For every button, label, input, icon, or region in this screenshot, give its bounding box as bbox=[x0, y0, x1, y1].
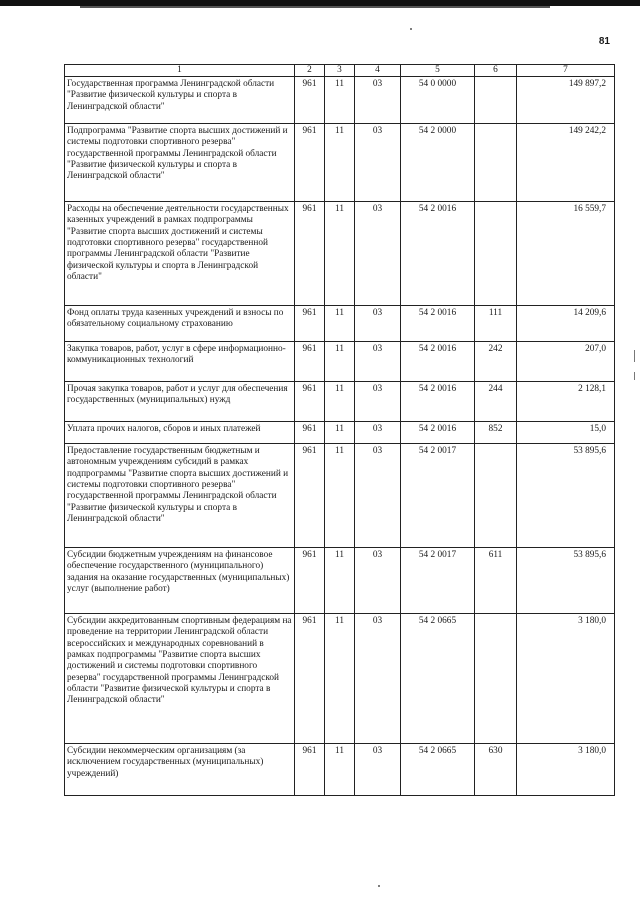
row-target-article: 54 2 0016 bbox=[401, 342, 475, 382]
row-name: Предоставление государственным бюджетным и автономным учреждениям субсидий в рамках подпрограммы "Развитие спорта высших достижений и системы подготовки спортивного резерва" государственной программы Ленинградской области "Развитие физической культуры и спорта в Ленинградской области" bbox=[65, 444, 295, 548]
row-target-article: 54 2 0016 bbox=[401, 306, 475, 342]
budget-table-container bbox=[64, 64, 614, 796]
row-section-code: 11 bbox=[325, 124, 355, 202]
row-name: Субсидии аккредитованным спортивным федерациям на проведение на территории Ленинградской области всероссийских и международных соревнований в рамках подпрограммы "Развитие спорта высших достижений и системы подготовки спортивного резерва" государственной программы Ленинградской области "Развитие физической культуры и спорта в Ленинградской области" bbox=[65, 614, 295, 744]
row-section-code: 11 bbox=[325, 77, 355, 124]
page-number: 81 bbox=[598, 36, 610, 47]
row-name: Подпрограмма "Развитие спорта высших достижений и системы подготовки спортивного резерва" государственной программы Ленинградской области "Развитие физической культуры и спорта в Ленинградской области" bbox=[65, 124, 295, 202]
row-expense-type bbox=[475, 77, 517, 124]
row-ministry-code: 961 bbox=[295, 614, 325, 744]
row-expense-type: 630 bbox=[475, 744, 517, 796]
scan-edge-mark bbox=[634, 372, 635, 380]
row-amount: 149 897,2 bbox=[517, 77, 615, 124]
row-name: Государственная программа Ленинградской области "Развитие физической культуры и спорта в Ленинградской области" bbox=[65, 77, 295, 124]
row-name: Субсидии бюджетным учреждениям на финансовое обеспечение государственного (муниципального) задания на оказание государственных (муниципальных) услуг (выполнение работ) bbox=[65, 548, 295, 614]
row-expense-type: 611 bbox=[475, 548, 517, 614]
row-expense-type bbox=[475, 444, 517, 548]
row-subsection-code: 03 bbox=[355, 614, 401, 744]
table-row bbox=[65, 124, 615, 202]
row-subsection-code: 03 bbox=[355, 444, 401, 548]
row-subsection-code: 03 bbox=[355, 548, 401, 614]
row-expense-type bbox=[475, 614, 517, 744]
table-row bbox=[65, 342, 615, 382]
row-amount: 14 209,6 bbox=[517, 306, 615, 342]
row-target-article: 54 2 0017 bbox=[401, 444, 475, 548]
row-name: Уплата прочих налогов, сборов и иных платежей bbox=[65, 422, 295, 444]
row-name: Субсидии некоммерческим организациям (за исключением государственных (муниципальных) учреждений) bbox=[65, 744, 295, 796]
row-section-code: 11 bbox=[325, 614, 355, 744]
row-subsection-code: 03 bbox=[355, 202, 401, 306]
row-subsection-code: 03 bbox=[355, 124, 401, 202]
row-ministry-code: 961 bbox=[295, 422, 325, 444]
row-ministry-code: 961 bbox=[295, 744, 325, 796]
scan-speck bbox=[378, 885, 380, 887]
row-amount: 53 895,6 bbox=[517, 444, 615, 548]
budget-table bbox=[64, 64, 615, 796]
row-amount: 53 895,6 bbox=[517, 548, 615, 614]
header-col-3: 3 bbox=[325, 65, 355, 77]
row-subsection-code: 03 bbox=[355, 306, 401, 342]
row-expense-type: 111 bbox=[475, 306, 517, 342]
table-row bbox=[65, 306, 615, 342]
row-target-article: 54 2 0000 bbox=[401, 124, 475, 202]
table-row bbox=[65, 202, 615, 306]
row-target-article: 54 2 0016 bbox=[401, 422, 475, 444]
header-col-5: 5 bbox=[401, 65, 475, 77]
table-row bbox=[65, 444, 615, 548]
row-section-code: 11 bbox=[325, 744, 355, 796]
table-header-row bbox=[65, 65, 615, 77]
row-amount: 15,0 bbox=[517, 422, 615, 444]
scan-border-shadow bbox=[80, 6, 550, 8]
table-row bbox=[65, 77, 615, 124]
row-section-code: 11 bbox=[325, 382, 355, 422]
row-expense-type bbox=[475, 202, 517, 306]
row-amount: 16 559,7 bbox=[517, 202, 615, 306]
row-section-code: 11 bbox=[325, 202, 355, 306]
row-section-code: 11 bbox=[325, 548, 355, 614]
row-ministry-code: 961 bbox=[295, 548, 325, 614]
row-subsection-code: 03 bbox=[355, 422, 401, 444]
row-expense-type: 244 bbox=[475, 382, 517, 422]
table-row bbox=[65, 382, 615, 422]
row-section-code: 11 bbox=[325, 306, 355, 342]
row-target-article: 54 2 0016 bbox=[401, 202, 475, 306]
row-amount: 149 242,2 bbox=[517, 124, 615, 202]
row-subsection-code: 03 bbox=[355, 342, 401, 382]
header-col-7: 7 bbox=[517, 65, 615, 77]
row-expense-type bbox=[475, 124, 517, 202]
row-amount: 207,0 bbox=[517, 342, 615, 382]
row-name: Расходы на обеспечение деятельности государственных казенных учреждений в рамках подпрограммы "Развитие спорта высших достижений и системы подготовки спортивного резерва" государственной программы Ленинградской области "Развитие физической культуры и спорта в Ленинградской области" bbox=[65, 202, 295, 306]
table-row bbox=[65, 614, 615, 744]
row-name: Фонд оплаты труда казенных учреждений и взносы по обязательному социальному страхованию bbox=[65, 306, 295, 342]
row-expense-type: 242 bbox=[475, 342, 517, 382]
row-expense-type: 852 bbox=[475, 422, 517, 444]
row-target-article: 54 2 0016 bbox=[401, 382, 475, 422]
scan-edge-mark bbox=[634, 350, 635, 362]
scan-speck bbox=[410, 28, 412, 30]
row-name: Прочая закупка товаров, работ и услуг для обеспечения государственных (муниципальных) нужд bbox=[65, 382, 295, 422]
row-ministry-code: 961 bbox=[295, 382, 325, 422]
row-amount: 2 128,1 bbox=[517, 382, 615, 422]
row-subsection-code: 03 bbox=[355, 744, 401, 796]
table-row bbox=[65, 548, 615, 614]
row-target-article: 54 2 0665 bbox=[401, 614, 475, 744]
header-col-2: 2 bbox=[295, 65, 325, 77]
row-subsection-code: 03 bbox=[355, 382, 401, 422]
row-section-code: 11 bbox=[325, 342, 355, 382]
row-ministry-code: 961 bbox=[295, 342, 325, 382]
row-name: Закупка товаров, работ, услуг в сфере информационно-коммуникационных технологий bbox=[65, 342, 295, 382]
row-target-article: 54 2 0017 bbox=[401, 548, 475, 614]
row-ministry-code: 961 bbox=[295, 124, 325, 202]
table-row bbox=[65, 744, 615, 796]
row-amount: 3 180,0 bbox=[517, 744, 615, 796]
row-target-article: 54 0 0000 bbox=[401, 77, 475, 124]
row-target-article: 54 2 0665 bbox=[401, 744, 475, 796]
row-ministry-code: 961 bbox=[295, 306, 325, 342]
table-row bbox=[65, 422, 615, 444]
row-ministry-code: 961 bbox=[295, 444, 325, 548]
header-col-4: 4 bbox=[355, 65, 401, 77]
row-ministry-code: 961 bbox=[295, 202, 325, 306]
row-section-code: 11 bbox=[325, 422, 355, 444]
row-amount: 3 180,0 bbox=[517, 614, 615, 744]
header-col-1: 1 bbox=[65, 65, 295, 77]
header-col-6: 6 bbox=[475, 65, 517, 77]
row-ministry-code: 961 bbox=[295, 77, 325, 124]
row-subsection-code: 03 bbox=[355, 77, 401, 124]
row-section-code: 11 bbox=[325, 444, 355, 548]
